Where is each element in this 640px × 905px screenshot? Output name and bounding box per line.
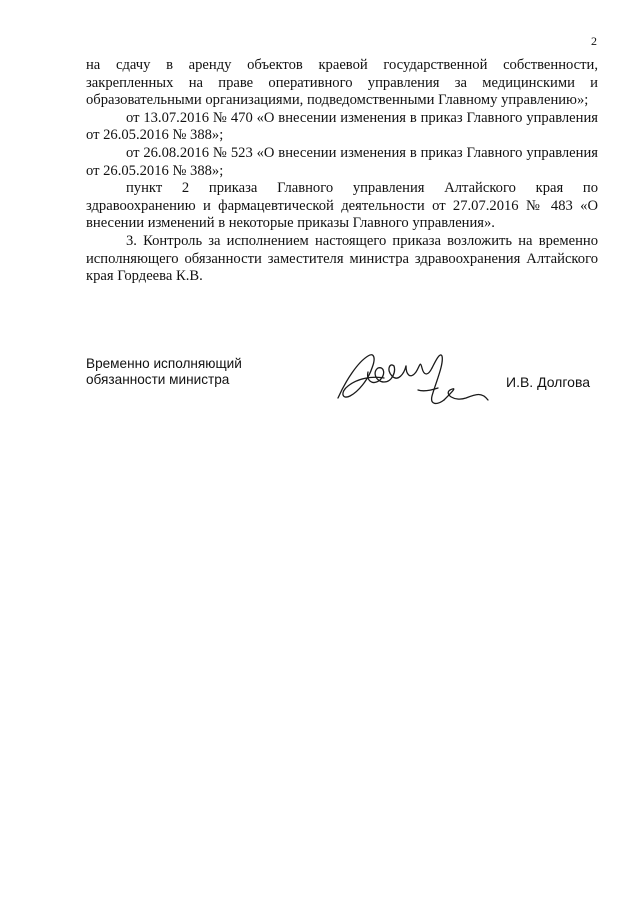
position-line-2: обязанности министра	[86, 372, 230, 387]
paragraph-order-483: пункт 2 приказа Главного управления Алтайского края по здравоохранению и фармацевтической деятельности от 27.07.2016 № 483 «О внесении изменений в некоторые приказы Главного управления».	[86, 180, 598, 232]
position-line-1: Временно исполняющий	[86, 356, 242, 371]
paragraph-control: 3. Контроль за исполнением настоящего приказа возложить на временно исполняющего обязанности заместителя министра здравоохранения Алтайского края Гордеева К.В.	[86, 232, 598, 285]
signatory-name: И.В. Долгова	[506, 374, 591, 390]
handwritten-signature-icon	[332, 342, 502, 420]
document-body	[86, 57, 598, 286]
signatory-position	[86, 356, 242, 388]
signature-block	[86, 356, 598, 436]
paragraph-order-523: от 26.08.2016 № 523 «О внесении изменения в приказ Главного управления от 26.05.2016 № 388»;	[86, 144, 598, 179]
paragraph-order-470: от 13.07.2016 № 470 «О внесении изменения в приказ Главного управления от 26.05.2016 № 388»;	[86, 109, 598, 144]
page-number: 2	[591, 34, 597, 48]
paragraph-lease: на сдачу в аренду объектов краевой государственной собственности, закрепленных на праве оперативного управления за медицинскими и образовательными организациями, подведомственными Главному управлению»;	[86, 57, 598, 109]
